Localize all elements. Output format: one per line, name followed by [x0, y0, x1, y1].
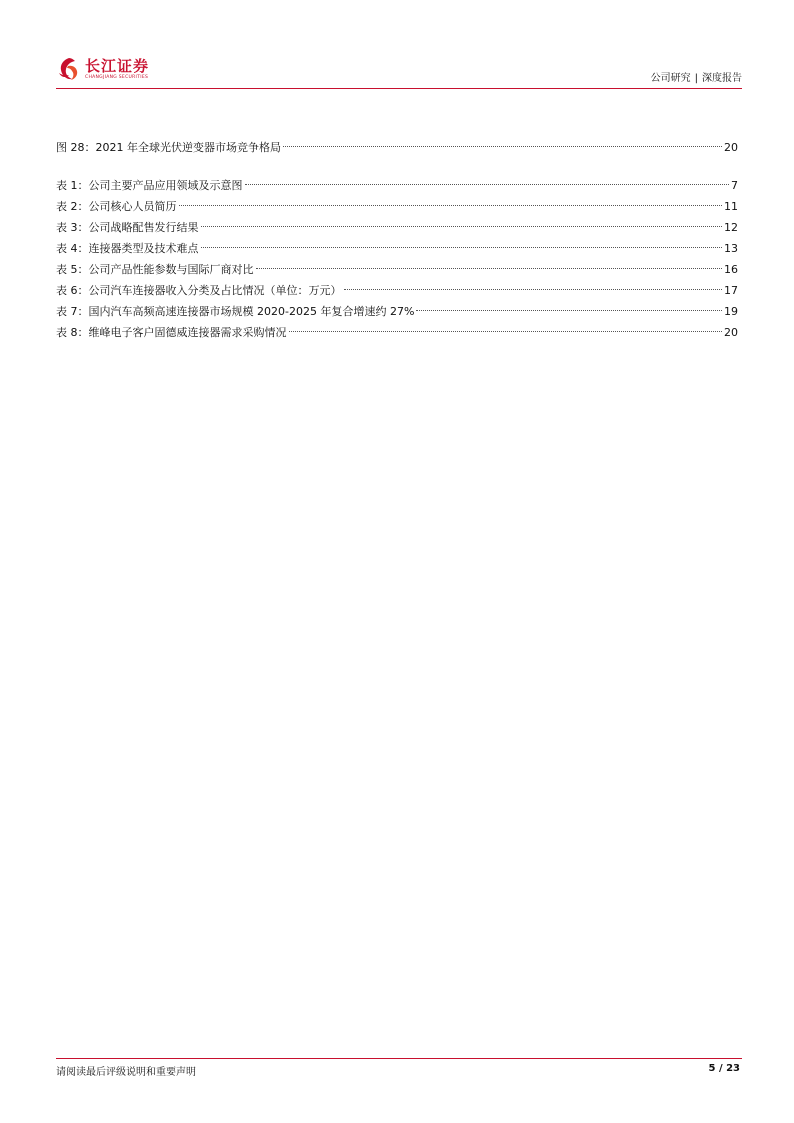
- toc-entry-page: 7: [731, 179, 738, 192]
- toc-leader-dots: [416, 310, 722, 311]
- toc-leader-dots: [201, 247, 723, 248]
- toc-entry-label: 表 8：维峰电子客户固德威连接器需求采购情况: [56, 326, 287, 339]
- toc-entry[interactable]: [56, 137, 738, 158]
- toc-entry[interactable]: [56, 322, 738, 343]
- toc-entry-page: 20: [724, 141, 738, 154]
- toc-entry[interactable]: [56, 238, 738, 259]
- page-header: [56, 52, 742, 90]
- toc-entry-label: 表 5：公司产品性能参数与国际厂商对比: [56, 263, 254, 276]
- footer-disclaimer: 请阅读最后评级说明和重要声明: [56, 1067, 196, 1078]
- toc-leader-dots: [283, 146, 722, 147]
- toc-leader-dots: [201, 226, 723, 227]
- toc-entry-page: 16: [724, 263, 738, 276]
- toc-entry-label: 表 2：公司核心人员简历: [56, 200, 177, 213]
- toc-entry[interactable]: [56, 259, 738, 280]
- toc-entry[interactable]: [56, 301, 738, 322]
- company-logo: [56, 56, 149, 82]
- toc-leader-dots: [344, 289, 723, 290]
- header-divider: [56, 88, 742, 89]
- changjiang-logo-icon: [56, 56, 82, 82]
- toc-entry-label: 表 6：公司汽车连接器收入分类及占比情况（单位：万元）: [56, 284, 342, 297]
- toc-entry-page: 13: [724, 242, 738, 255]
- toc-entry-label: 表 3：公司战略配售发行结果: [56, 221, 199, 234]
- toc-entry-label: 表 1：公司主要产品应用领域及示意图: [56, 179, 243, 192]
- toc-entry[interactable]: [56, 280, 738, 301]
- category-label: 公司研究: [650, 73, 691, 84]
- footer-divider: [56, 1058, 742, 1059]
- logo-chinese-name: 长江证券: [85, 56, 150, 75]
- toc-leader-dots: [256, 268, 723, 269]
- toc-leader-dots: [289, 331, 723, 332]
- toc-entry-page: 12: [724, 221, 738, 234]
- toc-entry-label: 表 4：连接器类型及技术难点: [56, 242, 199, 255]
- header-separator: |: [694, 73, 698, 84]
- toc-entry-page: 11: [724, 200, 738, 213]
- toc-entry-label: 图 28：2021 年全球光伏逆变器市场竞争格局: [56, 141, 281, 154]
- toc-entry[interactable]: [56, 175, 738, 196]
- page-number: 5 / 23: [708, 1063, 740, 1074]
- toc-entry[interactable]: [56, 196, 738, 217]
- logo-english-name: CHANGJIANG SECURITIES: [85, 74, 149, 80]
- toc-entry-label: 表 7：国内汽车高频高速连接器市场规模 2020-2025 年复合增速约 27%: [56, 305, 415, 318]
- toc-leader-dots: [245, 184, 730, 185]
- toc-entry[interactable]: [56, 217, 738, 238]
- report-type-label: 深度报告: [702, 73, 742, 84]
- table-of-contents: [56, 137, 738, 343]
- toc-leader-dots: [179, 205, 723, 206]
- toc-entry-page: 17: [724, 284, 738, 297]
- toc-entry-page: 20: [724, 326, 738, 339]
- toc-entry-page: 19: [724, 305, 738, 318]
- report-category: [651, 69, 742, 84]
